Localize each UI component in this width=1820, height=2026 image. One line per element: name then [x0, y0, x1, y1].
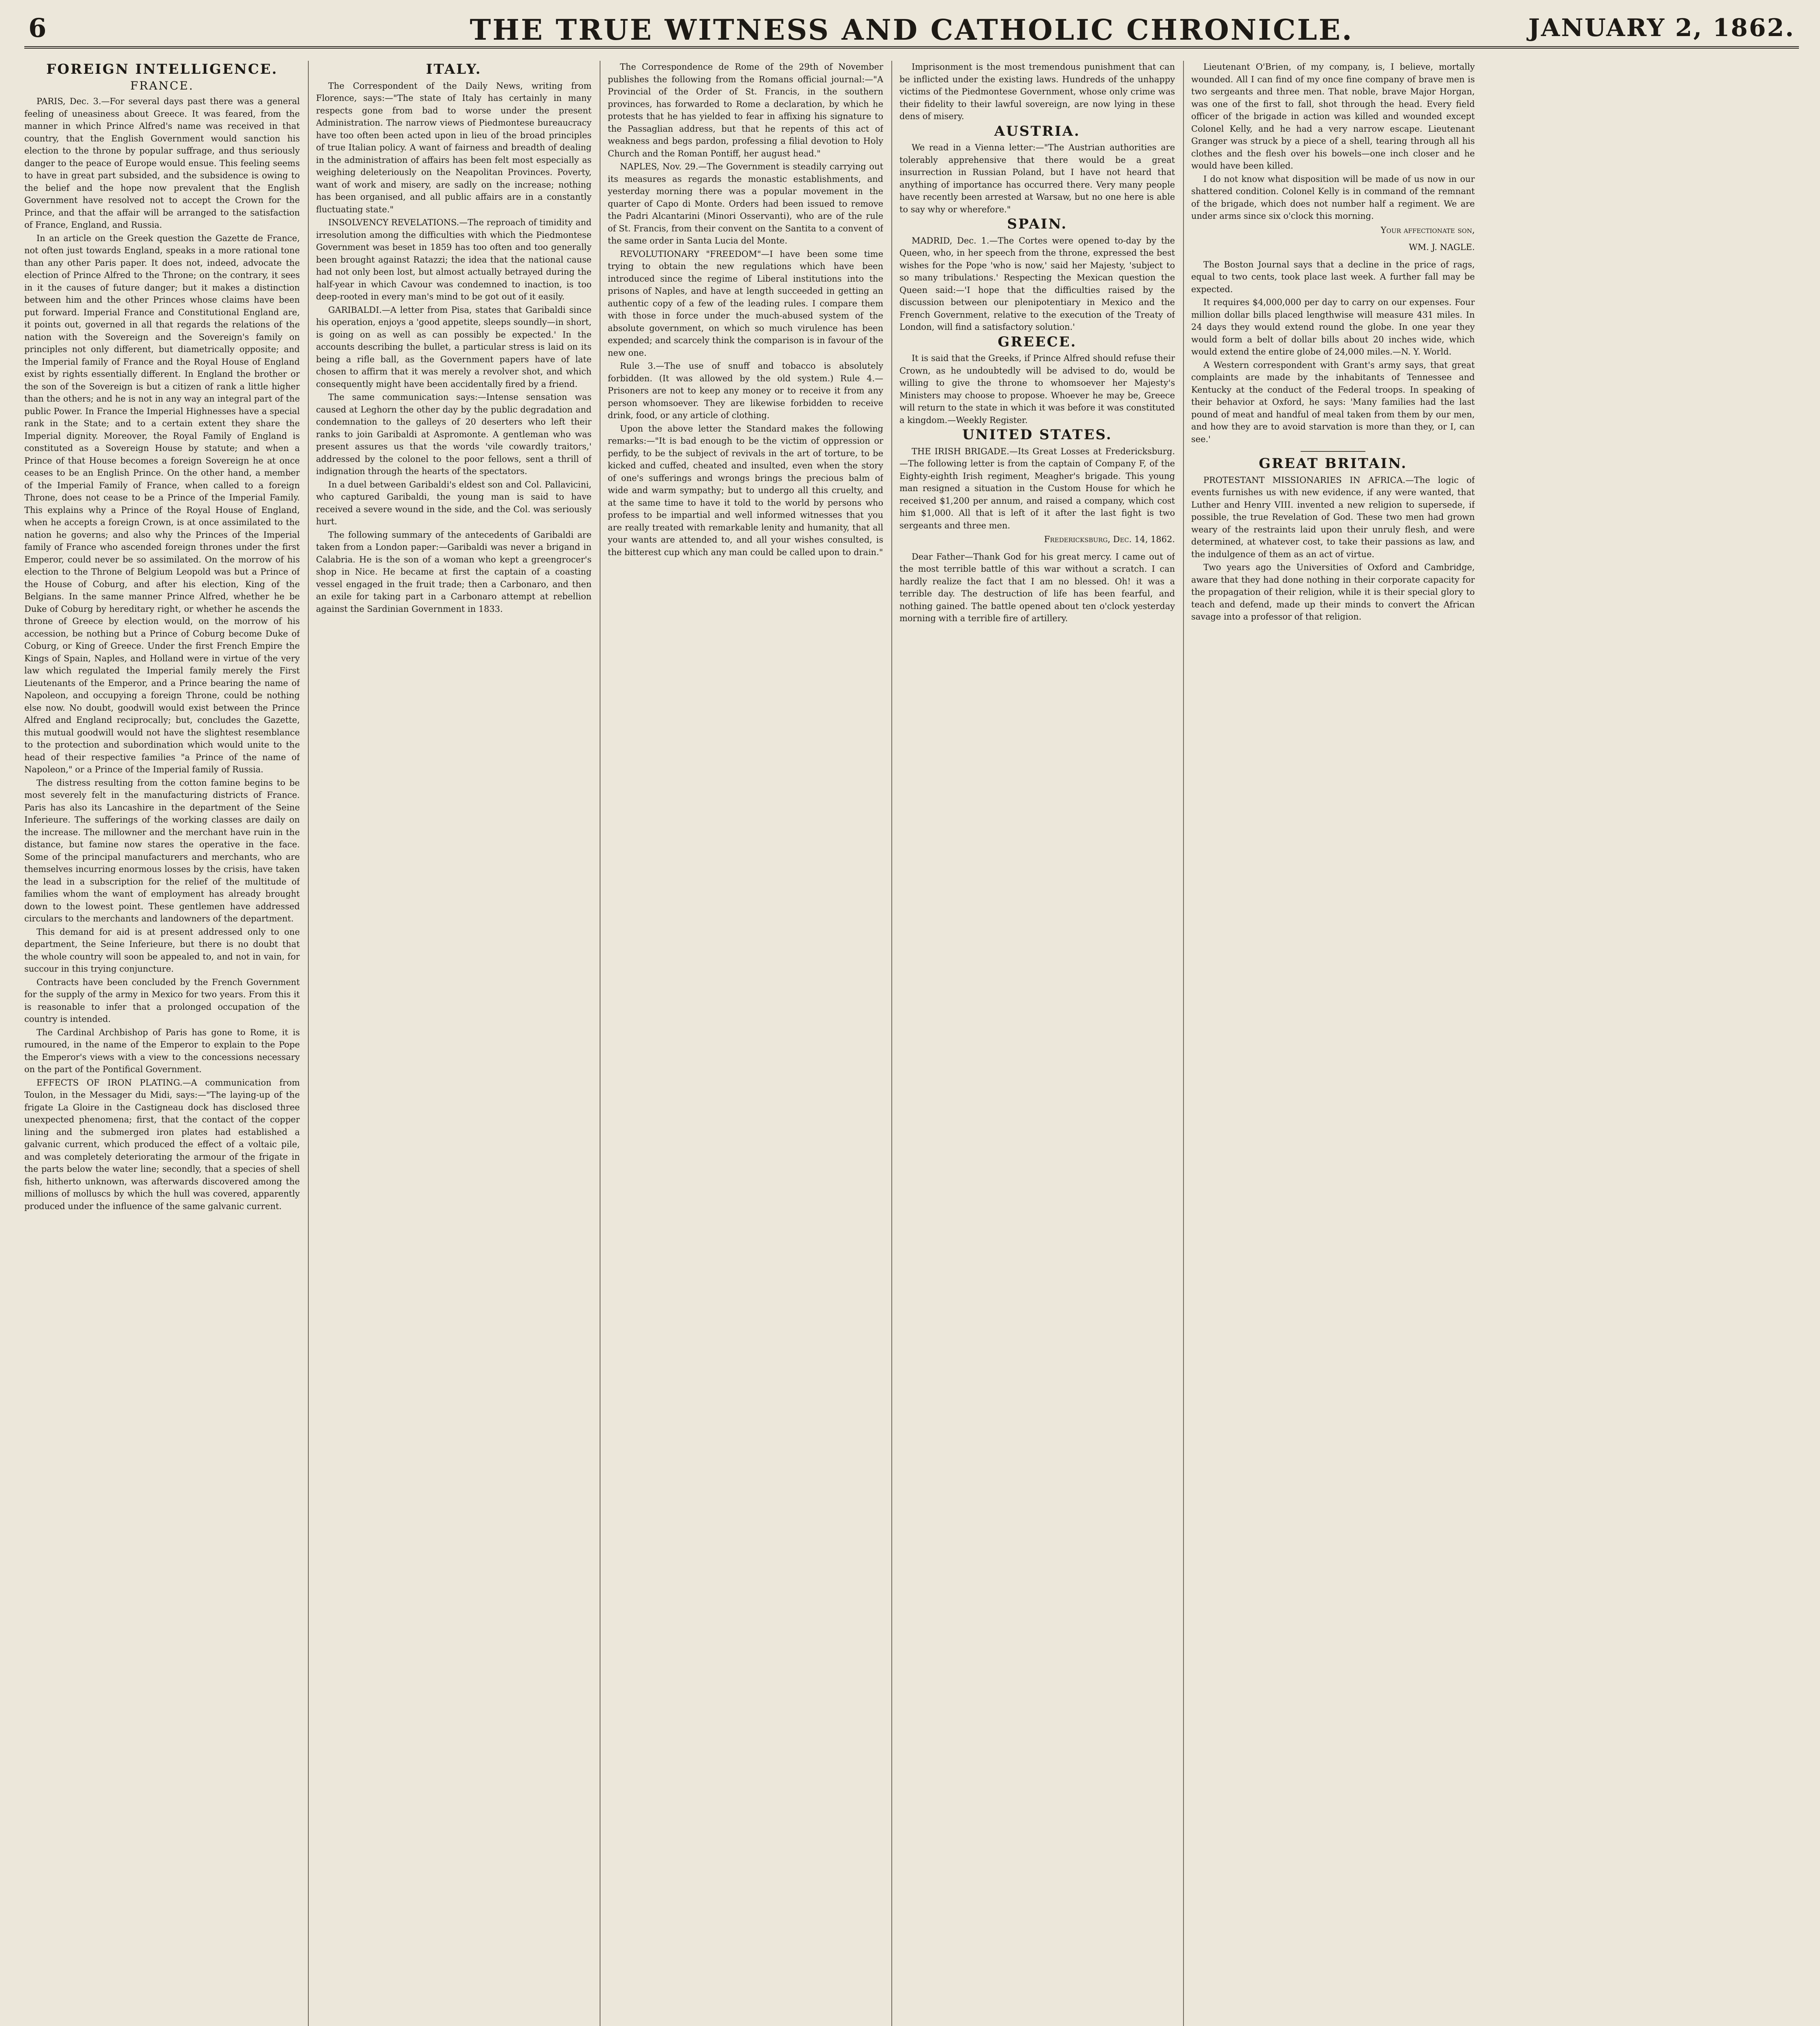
section-heading: ITALY. [426, 61, 482, 77]
column-rule [308, 61, 309, 2026]
newspaper-title: THE TRUE WITNESS AND CATHOLIC CHRONICLE. [470, 13, 1354, 47]
section-subheading: FRANCE. [130, 79, 194, 92]
article-paragraph: Contracts have been concluded by the French Government for the supply of the army in Mexico for two years. From this it is reasonable to infer that a prolonged occupation of the country is intended. [24, 977, 300, 1024]
letter-signature: WM. J. NAGLE. [1409, 242, 1475, 252]
article-paragraph: Dear Father—Thank God for his great mercy. I came out of the most terrible battle of this war without a scratch. I can hardly realize the fact that I am no blessed. Oh! it was a terrible day. The destruction of life has been fearful, and nothing gained. The battle opened about ten o'clock yesterday morning with a terrible fire of artillery. [899, 551, 1175, 623]
masthead [24, 11, 1799, 49]
columns-container [24, 61, 1799, 2026]
article-paragraph: EFFECTS OF IRON PLATING.—A communication from Toulon, in the Messager du Midi, says:—"The laying-up of the frigate La Gloire in the Castigneau dock has disclosed three unexpected phenomena; first, that the contact of the copper lining and the submerged iron plates had established a galvanic current, which produced the effect of a voltaic pile, and was completely deteriorating the armour of the frigate in the parts below the water line; secondly, that a species of shell fish, hitherto unknown, was afterwards discovered among the millions of molluscs by which the hull was covered, apparently produced under the influence of the same galvanic current. [24, 1077, 300, 1211]
column-5 [1191, 61, 1475, 2026]
letter-dateline: Fredericksburg, Dec. 14, 1862. [1044, 534, 1175, 544]
article-paragraph: The Cardinal Archbishop of Paris has gone to Rome, it is rumoured, in the name of the Emperor to explain to the Pope the Emperor's views with a view to the concessions necessary on the part of the Pontifical Government. [24, 1027, 300, 1074]
article-paragraph: I do not know what disposition will be made of us now in our shattered condition. Colonel Kelly is in command of the remnant of the brigade, which does not number half a regiment. We are under arms since six o'clock this morning. [1191, 174, 1475, 221]
section-heading-great-britain: GREAT BRITAIN. [1258, 455, 1408, 472]
article-paragraph: MADRID, Dec. 1.—The Cortes were opened to-day by the Queen, who, in her speech from the throne, expressed the best wishes for the Pope 'who is now,' said her Majesty, 'subject to so many tribulations.' Respecting the Mexican question the Queen said:—'I hope that the difficulties raised by the discussion between our plenipotentiary in Mexico and the French Government, relative to the execution of the Treaty of London, will find a satisfactory solution.' [899, 235, 1175, 332]
article-paragraph: Imprisonment is the most tremendous punishment that can be inflicted under the existing laws. Hundreds of the unhappy victims of the Piedmontese Government, whose only crime was their fidelity to their lawful sovereign, are now lying in these dens of misery. [899, 62, 1175, 121]
letter-closing: Your affectionate son, [1380, 225, 1475, 235]
article-paragraph: The Correspondence de Rome of the 29th of November publishes the following from the Romans official journal:—"A Provincial of the Order of St. Francis, in the southern provinces, has forwarded to Rome a declaration, by which he protests that he has yielded to fear in affixing his signature to the Passaglian address, but that he repents of this act of weakness and begs pardon, professing a filial devotion to Holy Church and the Roman Pontiff, her august head." [608, 62, 883, 158]
article-paragraph: This demand for aid is at present addressed only to one department, the Seine Inferieure, but there is no doubt that the whole country will soon be appealed to, and not in vain, for succour in this trying conjuncture. [24, 927, 300, 974]
article-paragraph: THE IRISH BRIGADE.—Its Great Losses at Fredericksburg.—The following letter is from the captain of Company F, of the Eighty-eighth Irish regiment, Meagher's brigade. This young man resigned a situation in the Custom House for which he received $1,200 per annum, and raised a company, which cost him $1,000. All that is left of it after the last fight is two sergeants and three men. [899, 446, 1175, 530]
article-paragraph: It is said that the Greeks, if Prince Alfred should refuse their Crown, as he undoubtedly will be advised to do, would be willing to give the throne to whomsoever her Majesty's Ministers may choose to propose. Whoever he may be, Greece will return to the state in which it was before it was constituted a kingdom.—Weekly Register. [899, 353, 1175, 425]
article-paragraph: The Correspondent of the Daily News, writing from Florence, says:—"The state of Italy has certainly in many respects gone from bad to worse under the present Administration. The narrow views of Piedmontese bureaucracy have too often been acted upon in lieu of the broad principles of true Italian policy. A want of fairness and breadth of dealing in the administration of affairs has been felt most especially as weighing deleteriously on the Neapolitan Provinces. Poverty, want of work and misery, are sadly on the increase; nothing has been organised, and all public affairs are in a constantly fluctuating state." [316, 81, 592, 214]
article-paragraph: NAPLES, Nov. 29.—The Government is steadily carrying out its measures as regards the monastic establishments, and yesterday morning there was a popular movement in the quarter of Capo di Monte. Orders had been issued to remove the Padri Alcantarini (Minori Osservanti), who are of the rule of St. Francis, from their convent on the Santita to a convent of the same order in Santa Lucia del Monte. [608, 162, 883, 246]
article-paragraph: PARIS, Dec. 3.—For several days past there was a general feeling of uneasiness about Greece. It was feared, from the manner in which Prince Alfred's name was received in that country, that the English Government would sanction his election to the throne by popular suffrage, and thus seriously danger to the peace of Europe would ensue. This feeling seems to have in great part subsided, and the subsidence is owing to the belief and the hope now prevalent that the English Government have resolved not to accept the Crown for the Prince, and that the affair will be arranged to the satisfaction of France, England, and Russia. [24, 96, 300, 230]
section-divider [1301, 451, 1365, 452]
article-paragraph: The Boston Journal says that a decline in the price of rags, equal to two cents, took place last week. A further fall may be expected. [1191, 259, 1475, 294]
article-paragraph: The following summary of the antecedents of Garibaldi are taken from a London paper:—Garibaldi was never a brigand in Calabria. He is the son of a woman who kept a greengrocer's shop in Nice. He became at first the captain of a coasting vessel engaged in the fruit trade; then a Carbonaro, and then an exile for taking part in a Carbonaro attempt at rebellion against the Sardinian Government in 1833. [316, 530, 592, 614]
article-paragraph: INSOLVENCY REVELATIONS.—The reproach of timidity and irresolution among the difficulties with which the Piedmontese Government was beset in 1859 has too often and too generally been brought against Ratazzi; the idea that the national cause had not only been lost, but almost actually betrayed during the half-year in which Cavour was condemned to inaction, is too deep-rooted in every man's mind to be got out of it easily. [316, 218, 592, 301]
article-paragraph: The distress resulting from the cotton famine begins to be most severely felt in the manufacturing districts of France. Paris has also its Lancashire in the department of the Seine Inferieure. The sufferings of the working classes are daily on the increase. The millowner and the merchant have ruin in the distance, but famine now stares the operative in the face. Some of the principal manufacturers and merchants, who are themselves incurring enormous losses by the crisis, have taken the lead in a subscription for the relief of the multitude of families whom the want of employment has already brought down to the lowest point. These gentlemen have addressed circulars to the merchants and landowners of the department. [24, 778, 300, 923]
article-paragraph: In an article on the Greek question the Gazette de France, not often just towards England, speaks in a more rational tone than any other Paris paper. It does not, indeed, advocate the election of Prince Alfred to the Throne; on the contrary, it sees in it the causes of future danger; but it makes a distinction between him and the other Princes whose claims have been put forward. Imperial France and Constitutional England are, it points out, governed in all that regards the relations of the nation with the Sovereign and the Sovereign's family on principles not only different, but diametrically opposite; and the Imperial family of France and the Royal House of England exist by rights essentially different. In England the brother or the son of the Sovereign is but a citizen of rank a little higher than the others; and he is not in any way an integral part of the public Power. In France the Imperial Highnesses have a special rank in the State; and to a certain extent they share the Imperial dignity. Moreover, the Royal Family of England is constituted as a Sovereign House by statute; and when a Prince of that House becomes a foreign Sovereign he at once ceases to be an English Prince. On the other hand, a member of the Imperial Family of France, when called to a foreign Throne, does not cease to be a Prince of the Imperial Family. This explains why a Prince of the Royal House of England, when he accepts a foreign Crown, is at once assimilated to the nation he governs; and also why the Princes of the Imperial family of France who ascended foreign thrones under the first Emperor, could never be so assimilated. On the morrow of his election to the Throne of Belgium Leopold was but a Prince of the House of Coburg, and after his election, King of the Belgians. In the same manner Prince Alfred, whether he be Duke of Coburg by hereditary right, or whether he ascends the throne of Greece by election would, on the morrow of his accession, be nothing but a Prince of Coburg become Duke of Coburg, or King of Greece. Under the first French Empire the Kings of Spain, Naples, and Holland were in virtue of the very law which regulated the Imperial family merely the First Lieutenants of the Emperor, and a Prince bearing the name of Napoleon, and occupying a foreign Throne, could be nothing else now. No doubt, goodwill would exist between the Prince Alfred and England reciprocally; but, concludes the Gazette, this mutual goodwill would not have the slightest resemblance to the protection and subordination which would unite to the head of their respective families "a Prince of the name of Napoleon," or a Prince of the Imperial family of Russia. [24, 233, 300, 774]
article-paragraph: Rule 3.—The use of snuff and tobacco is absolutely forbidden. (It was allowed by the old system.) Rule 4.—Prisoners are not to keep any money or to receive it from any person whomsoever. They are likewise forbidden to receive drink, food, or any article of clothing. [608, 361, 883, 420]
column-3 [608, 61, 883, 2026]
article-paragraph: We read in a Vienna letter:—"The Austrian authorities are tolerably apprehensive that there would be a great insurrection in Russian Poland, but I have not heard that anything of importance has occurred there. Very many people have recently been arrested at Warsaw, but no one here is able to say why or wherefore." [899, 143, 1175, 214]
article-paragraph: PROTESTANT MISSIONARIES IN AFRICA.—The logic of events furnishes us with new evidence, if any were wanted, that Luther and Henry VIII. invented a new religion to supersede, if possible, the true Revelation of God. These two men had grown weary of the restraints laid upon their unruly flesh, and were determined, at whatever cost, to take their passions as law, and the indulgence of them as an act of virtue. [1191, 475, 1475, 559]
article-paragraph: GARIBALDI.—A letter from Pisa, states that Garibaldi since his operation, enjoys a 'good appetite, sleeps soundly—in short, is going on as well as can possibly be expected.' In the accounts describing the bullet, a particular stress is laid on its being a rifle ball, as the Government papers have of late chosen to affirm that it was merely a revolver shot, and which consequently might have been accidentally fired by a friend. [316, 305, 592, 389]
section-heading-spain: SPAIN. [1007, 216, 1068, 232]
article-paragraph: The same communication says:—Intense sensation was caused at Leghorn the other day by the public degradation and condemnation to the galleys of 20 deserters who left their ranks to join Garibaldi at Aspromonte. A gentleman who was present assures us that the words 'vile cowardly traitors,' addressed by the colonel to the poor fellows, sent a thrill of indignation through the hearts of the spectators. [316, 392, 592, 476]
column-4 [899, 61, 1175, 2026]
article-paragraph: In a duel between Garibaldi's eldest son and Col. Pallavicini, who captured Garibaldi, the young man is said to have received a severe wound in the side, and the Col. was seriously hurt. [316, 479, 592, 526]
issue-date: JANUARY 2, 1862. [1528, 14, 1795, 42]
column-1 [24, 61, 300, 2026]
section-heading-greece: GREECE. [998, 333, 1077, 350]
article-paragraph: Lieutenant O'Brien, of my company, is, I believe, mortally wounded. All I can find of my once fine company of brave men is two sergeants and three men. That noble, brave Major Horgan, was one of the first to fall, shot through the head. Every field officer of the brigade in action was killed and wounded except Colonel Kelly, and he had a very narrow escape. Lieutenant Granger was struck by a piece of a shell, tearing through all his clothes and the flesh over his bowels—one inch closer and he would have been killed. [1191, 62, 1475, 171]
column-rule [891, 61, 892, 2026]
page-number: 6 [28, 13, 47, 43]
section-heading: FOREIGN INTELLIGENCE. [46, 61, 278, 77]
article-paragraph: Two years ago the Universities of Oxford and Cambridge, aware that they had done nothing in their corporate capacity for the propagation of their religion, while it is their special glory to teach and defend, made up their minds to convert the African savage into a professor of that religion. [1191, 562, 1475, 622]
article-paragraph: It requires $4,000,000 per day to carry on our expenses. Four million dollar bills placed lengthwise will measure 431 miles. In 24 days they would extend round the globe. In one year they would form a belt of dollar bills about 20 inches wide, which would extend the entire globe of 24,000 miles.—N. Y. World. [1191, 297, 1475, 357]
article-paragraph: Upon the above letter the Standard makes the following remarks:—"It is bad enough to be the victim of oppression or perfidy, to be the subject of revivals in the art of torture, to be kicked and cuffed, cheated and insulted, even when the story of one's sufferings and wrongs brings the precious balm of wide and warm sympathy; but to undergo all this cruelty, and at the same time to have it told to the world by persons who profess to be impartial and well informed witnesses that you are really treated with remarkable lenity and humanity, that all your wants are attended to, and all your wishes consulted, is the bitterest cup which any man could be called upon to drain." [608, 423, 883, 557]
article-paragraph: REVOLUTIONARY "FREEDOM"—I have been some time trying to obtain the new regulations which have been introduced since the regime of Liberal institutions into the prisons of Naples, and have at length succeeded in getting an authentic copy of a few of the leading rules. I compare them with those in force under the much-abused system of the absolute government, on which so much virulence has been expended; and scarcely think the comparison is in favour of the new one. [608, 249, 883, 358]
column-2 [316, 61, 592, 2026]
section-heading: AUSTRIA. [994, 123, 1081, 139]
section-heading-united-states: UNITED STATES. [962, 427, 1113, 443]
article-paragraph: A Western correspondent with Grant's army says, that great complaints are made by the inhabitants of Tennessee and Kentucky at the conduct of the Federal troops. In speaking of their behavior at Oxford, he says: 'Many families had the last pound of meat and handful of meal taken from them by our men, and how they are to avoid starvation is more than they, or I, can see.' [1191, 360, 1475, 444]
column-rule [1183, 61, 1184, 2026]
